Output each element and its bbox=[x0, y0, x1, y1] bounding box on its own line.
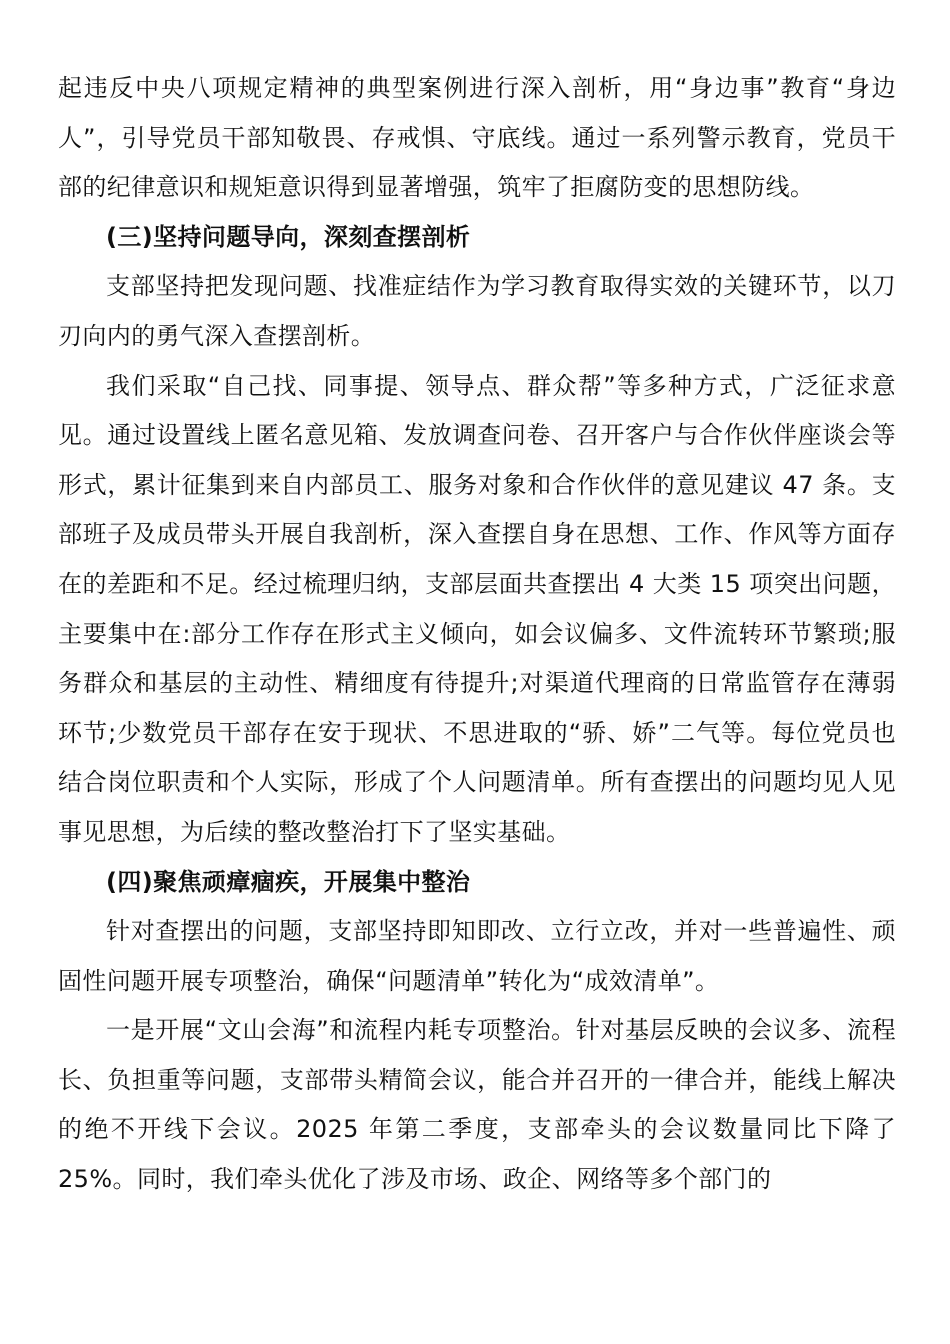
paragraph: 一是开展“文山会海”和流程内耗专项整治。针对基层反映的会议多、流程长、负担重等问题，支部带头精简会议，能合并召开的一律合并，能线上解决的绝不开线下会议。2025 年第二季度，支部牵头的会议数量同比下降了 25%。同时，我们牵头优化了涉及市场、政企、网络等多个部门的 bbox=[58, 1016, 896, 1194]
paragraph: 支部坚持把发现问题、找准症结作为学习教育取得实效的关键环节，以刀刃向内的勇气深入查摆剖析。 bbox=[58, 272, 896, 350]
section-heading-4: (四)聚焦顽瘴痼疾，开展集中整治 bbox=[106, 867, 471, 896]
document-page bbox=[58, 64, 896, 1205]
paragraph: 针对查摆出的问题，支部坚持即知即改、立行立改，并对一些普遍性、顽固性问题开展专项整治，确保“问题清单”转化为“成效清单”。 bbox=[58, 917, 896, 995]
paragraph: 我们采取“自己找、同事提、领导点、群众帮”等多种方式，广泛征求意见。通过设置线上匿名意见箱、发放调查问卷、召开客户与合作伙伴座谈会等形式，累计征集到来自内部员工、服务对象和合作伙伴的意见建议 47 条。支部班子及成员带头开展自我剖析，深入查摆自身在思想、工作、作风等方面存在的差距和不足。经过梳理归纳，支部层面共查摆出 4 大类 15 项突出问题，主要集中在:部分工作存在形式主义倾向，如会议偏多、文件流转环节繁琐;服务群众和基层的主动性、精细度有待提升;对渠道代理商的日常监管存在薄弱环节;少数党员干部存在安于现状、不思进取的“骄、娇”二气等。每位党员也结合岗位职责和个人实际，形成了个人问题清单。所有查摆出的问题均见人见事见思想，为后续的整改整治打下了坚实基础。 bbox=[58, 371, 896, 846]
paragraph-continuation: 起违反中央八项规定精神的典型案例进行深入剖析，用“身边事”教育“身边人”，引导党员干部知敬畏、存戒惧、守底线。通过一系列警示教育，党员干部的纪律意识和规矩意识得到显著增强，筑牢了拒腐防变的思想防线。 bbox=[58, 74, 896, 202]
section-heading-3: (三)坚持问题导向，深刻查摆剖析 bbox=[106, 222, 471, 251]
